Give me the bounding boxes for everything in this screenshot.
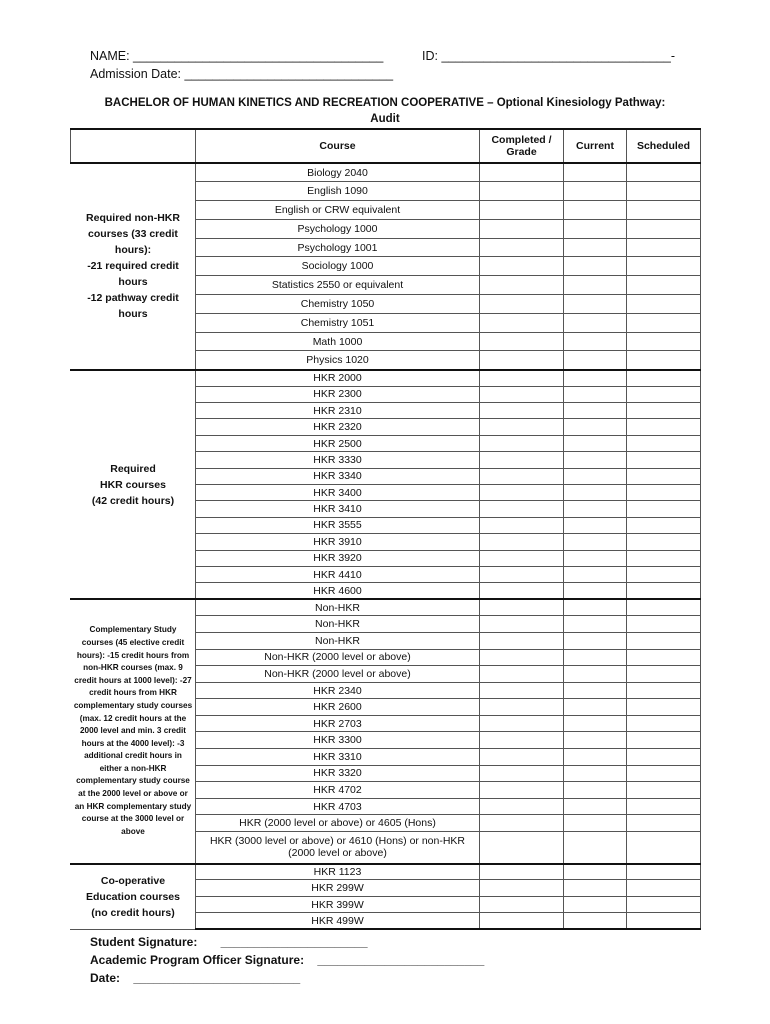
course-cell: Chemistry 1050 — [196, 295, 480, 314]
scheduled-cell[interactable] — [627, 351, 701, 370]
course-cell: Chemistry 1051 — [196, 313, 480, 332]
table-row — [71, 370, 701, 386]
current-cell[interactable] — [564, 798, 627, 815]
course-cell: Physics 1020 — [196, 351, 480, 370]
scheduled-cell[interactable] — [627, 182, 701, 201]
course-cell: HKR 4410 — [196, 566, 480, 582]
scheduled-cell[interactable] — [627, 201, 701, 220]
completed-cell[interactable] — [480, 313, 564, 332]
current-cell[interactable] — [564, 715, 627, 732]
scheduled-cell[interactable] — [627, 419, 701, 435]
scheduled-cell[interactable] — [627, 832, 701, 864]
scheduled-cell[interactable] — [627, 749, 701, 766]
student-signature-line[interactable]: Student Signature: ______________________ — [90, 935, 368, 949]
scheduled-cell[interactable] — [627, 468, 701, 484]
completed-cell[interactable] — [480, 550, 564, 566]
course-cell: Psychology 1001 — [196, 238, 480, 257]
scheduled-cell[interactable] — [627, 699, 701, 716]
scheduled-cell[interactable] — [627, 649, 701, 666]
scheduled-cell[interactable] — [627, 313, 701, 332]
completed-column-header: Completed / Grade — [480, 129, 564, 163]
current-cell[interactable] — [564, 583, 627, 599]
scheduled-cell[interactable] — [627, 666, 701, 683]
current-cell[interactable] — [564, 682, 627, 699]
course-cell: HKR 399W — [196, 896, 480, 912]
scheduled-cell[interactable] — [627, 534, 701, 550]
current-cell[interactable] — [564, 163, 627, 182]
course-cell: HKR 3400 — [196, 485, 480, 501]
name-field[interactable]: NAME: ____________________________________ — [90, 49, 384, 63]
course-cell: Statistics 2550 or equivalent — [196, 276, 480, 295]
completed-cell[interactable] — [480, 295, 564, 314]
course-cell: HKR 3320 — [196, 765, 480, 782]
current-cell[interactable] — [564, 599, 627, 616]
current-cell[interactable] — [564, 649, 627, 666]
scheduled-cell[interactable] — [627, 815, 701, 832]
current-cell[interactable] — [564, 534, 627, 550]
current-column-header: Current — [564, 129, 627, 163]
completed-cell[interactable] — [480, 896, 564, 912]
completed-cell[interactable] — [480, 666, 564, 683]
course-cell: Biology 2040 — [196, 163, 480, 182]
course-cell: HKR 1123 — [196, 864, 480, 880]
course-cell: Sociology 1000 — [196, 257, 480, 276]
completed-cell[interactable] — [480, 403, 564, 419]
completed-cell[interactable] — [480, 715, 564, 732]
course-cell: HKR 2000 — [196, 370, 480, 386]
completed-cell[interactable] — [480, 201, 564, 220]
current-cell[interactable] — [564, 201, 627, 220]
page-title: BACHELOR OF HUMAN KINETICS AND RECREATION COOPERATIVE – Optional Kinesiology Pathway: — [104, 97, 666, 109]
completed-cell[interactable] — [480, 798, 564, 815]
course-column-header: Course — [196, 129, 480, 163]
audit-table — [70, 128, 701, 930]
id-field[interactable]: ID: _________________________________- — [422, 49, 676, 63]
completed-cell[interactable] — [480, 485, 564, 501]
course-cell: HKR 2310 — [196, 403, 480, 419]
scheduled-cell[interactable] — [627, 616, 701, 633]
current-cell[interactable] — [564, 732, 627, 749]
course-cell: HKR 499W — [196, 913, 480, 929]
completed-cell[interactable] — [480, 749, 564, 766]
table-row — [71, 163, 701, 182]
completed-cell[interactable] — [480, 238, 564, 257]
course-cell: English or CRW equivalent — [196, 201, 480, 220]
completed-cell[interactable] — [480, 452, 564, 468]
scheduled-cell[interactable] — [627, 452, 701, 468]
course-cell: HKR 3330 — [196, 452, 480, 468]
scheduled-cell[interactable] — [627, 386, 701, 402]
course-cell: HKR 4702 — [196, 782, 480, 799]
section-label: Complementary Study courses (45 elective credit hours): -15 credit hours from non-HKR courses (max. 9 credit hours at 1000 level): -27 credit hours from HKR complementary study courses (max. 12 credit hours at the 2000 level and min. 3 credit hours at the 4000 level): -3 additional credit hours in either a non-HKR complementary study course at the 2000 level or above or an HKR complementary study course at the 3000 level or above — [71, 599, 196, 863]
current-cell[interactable] — [564, 632, 627, 649]
scheduled-cell[interactable] — [627, 501, 701, 517]
course-cell: Non-HKR (2000 level or above) — [196, 666, 480, 683]
section-label: Co-operative Education courses (no credit hours) — [71, 864, 196, 930]
scheduled-cell[interactable] — [627, 599, 701, 616]
section-label: Required HKR courses (42 credit hours) — [71, 370, 196, 599]
scheduled-cell[interactable] — [627, 295, 701, 314]
completed-cell[interactable] — [480, 765, 564, 782]
current-cell[interactable] — [564, 238, 627, 257]
scheduled-cell[interactable] — [627, 370, 701, 386]
completed-cell[interactable] — [480, 370, 564, 386]
current-cell[interactable] — [564, 880, 627, 896]
current-cell[interactable] — [564, 219, 627, 238]
course-cell: HKR 2600 — [196, 699, 480, 716]
scheduled-cell[interactable] — [627, 765, 701, 782]
completed-cell[interactable] — [480, 864, 564, 880]
course-cell: HKR 2500 — [196, 435, 480, 451]
scheduled-cell[interactable] — [627, 435, 701, 451]
current-cell[interactable] — [564, 452, 627, 468]
scheduled-cell[interactable] — [627, 219, 701, 238]
completed-cell[interactable] — [480, 599, 564, 616]
course-cell: HKR 4703 — [196, 798, 480, 815]
current-cell[interactable] — [564, 435, 627, 451]
current-cell[interactable] — [564, 403, 627, 419]
current-cell[interactable] — [564, 485, 627, 501]
scheduled-cell[interactable] — [627, 517, 701, 533]
scheduled-cell[interactable] — [627, 782, 701, 799]
scheduled-cell[interactable] — [627, 403, 701, 419]
course-cell: HKR 2340 — [196, 682, 480, 699]
course-cell: HKR 3310 — [196, 749, 480, 766]
table-row — [71, 599, 701, 616]
table-row — [71, 864, 701, 880]
scheduled-cell[interactable] — [627, 332, 701, 351]
course-cell: HKR 3300 — [196, 732, 480, 749]
course-cell: HKR 299W — [196, 880, 480, 896]
completed-cell[interactable] — [480, 583, 564, 599]
completed-cell[interactable] — [480, 435, 564, 451]
section-label: Required non-HKR courses (33 credit hours): -21 required credit hours -12 pathway credit hours — [71, 163, 196, 370]
course-cell: HKR 2320 — [196, 419, 480, 435]
current-cell[interactable] — [564, 370, 627, 386]
current-cell[interactable] — [564, 864, 627, 880]
scheduled-cell[interactable] — [627, 632, 701, 649]
current-cell[interactable] — [564, 782, 627, 799]
completed-cell[interactable] — [480, 880, 564, 896]
course-cell: English 1090 — [196, 182, 480, 201]
admission-date-field[interactable]: Admission Date: ______________________________ — [90, 67, 394, 81]
current-cell[interactable] — [564, 550, 627, 566]
scheduled-column-header: Scheduled — [627, 129, 701, 163]
category-header — [71, 129, 196, 163]
completed-cell[interactable] — [480, 649, 564, 666]
scheduled-cell[interactable] — [627, 896, 701, 912]
completed-cell[interactable] — [480, 501, 564, 517]
scheduled-cell[interactable] — [627, 163, 701, 182]
course-cell: HKR 2300 — [196, 386, 480, 402]
current-cell[interactable] — [564, 501, 627, 517]
page-title-line2: Audit — [370, 113, 400, 125]
completed-cell[interactable] — [480, 832, 564, 864]
current-cell[interactable] — [564, 276, 627, 295]
scheduled-cell[interactable] — [627, 715, 701, 732]
current-cell[interactable] — [564, 351, 627, 370]
course-cell: HKR 3920 — [196, 550, 480, 566]
current-cell[interactable] — [564, 765, 627, 782]
scheduled-cell[interactable] — [627, 257, 701, 276]
completed-cell[interactable] — [480, 616, 564, 633]
current-cell[interactable] — [564, 749, 627, 766]
current-cell[interactable] — [564, 468, 627, 484]
course-cell: Math 1000 — [196, 332, 480, 351]
current-cell[interactable] — [564, 616, 627, 633]
scheduled-cell[interactable] — [627, 566, 701, 582]
current-cell[interactable] — [564, 182, 627, 201]
completed-cell[interactable] — [480, 419, 564, 435]
current-cell[interactable] — [564, 313, 627, 332]
scheduled-cell[interactable] — [627, 913, 701, 929]
scheduled-cell[interactable] — [627, 238, 701, 257]
scheduled-cell[interactable] — [627, 682, 701, 699]
current-cell[interactable] — [564, 832, 627, 864]
audit-body — [71, 163, 701, 929]
completed-cell[interactable] — [480, 351, 564, 370]
course-cell: Non-HKR (2000 level or above) — [196, 649, 480, 666]
scheduled-cell[interactable] — [627, 276, 701, 295]
completed-cell[interactable] — [480, 163, 564, 182]
completed-cell[interactable] — [480, 566, 564, 582]
completed-cell[interactable] — [480, 386, 564, 402]
course-cell: HKR 4600 — [196, 583, 480, 599]
current-cell[interactable] — [564, 913, 627, 929]
course-cell: HKR 3340 — [196, 468, 480, 484]
completed-cell[interactable] — [480, 815, 564, 832]
scheduled-cell[interactable] — [627, 485, 701, 501]
completed-cell[interactable] — [480, 182, 564, 201]
completed-cell[interactable] — [480, 332, 564, 351]
scheduled-cell[interactable] — [627, 550, 701, 566]
scheduled-cell[interactable] — [627, 732, 701, 749]
course-cell: HKR 2703 — [196, 715, 480, 732]
current-cell[interactable] — [564, 419, 627, 435]
current-cell[interactable] — [564, 517, 627, 533]
scheduled-cell[interactable] — [627, 864, 701, 880]
scheduled-cell[interactable] — [627, 880, 701, 896]
course-cell: Psychology 1000 — [196, 219, 480, 238]
course-cell: Non-HKR — [196, 632, 480, 649]
completed-cell[interactable] — [480, 468, 564, 484]
course-cell: Non-HKR — [196, 616, 480, 633]
scheduled-cell[interactable] — [627, 798, 701, 815]
completed-cell[interactable] — [480, 534, 564, 550]
completed-cell[interactable] — [480, 782, 564, 799]
scheduled-cell[interactable] — [627, 583, 701, 599]
date-signature-line[interactable]: Date: _________________________ — [90, 971, 301, 985]
table-header-row — [71, 129, 701, 163]
current-cell[interactable] — [564, 699, 627, 716]
course-cell: HKR 3410 — [196, 501, 480, 517]
current-cell[interactable] — [564, 257, 627, 276]
course-cell: HKR 3555 — [196, 517, 480, 533]
officer-signature-line[interactable]: Academic Program Officer Signature: _________________________ — [90, 953, 485, 967]
current-cell[interactable] — [564, 566, 627, 582]
current-cell[interactable] — [564, 896, 627, 912]
completed-cell[interactable] — [480, 699, 564, 716]
course-cell: Non-HKR — [196, 599, 480, 616]
completed-cell[interactable] — [480, 517, 564, 533]
completed-cell[interactable] — [480, 219, 564, 238]
course-cell: HKR 3910 — [196, 534, 480, 550]
completed-cell[interactable] — [480, 913, 564, 929]
completed-cell[interactable] — [480, 732, 564, 749]
current-cell[interactable] — [564, 666, 627, 683]
current-cell[interactable] — [564, 332, 627, 351]
current-cell[interactable] — [564, 386, 627, 402]
completed-cell[interactable] — [480, 632, 564, 649]
completed-cell[interactable] — [480, 257, 564, 276]
completed-cell[interactable] — [480, 682, 564, 699]
course-cell: HKR (2000 level or above) or 4605 (Hons) — [196, 815, 480, 832]
course-cell: HKR (3000 level or above) or 4610 (Hons) or non-HKR (2000 level or above) — [196, 832, 480, 864]
current-cell[interactable] — [564, 295, 627, 314]
current-cell[interactable] — [564, 815, 627, 832]
completed-cell[interactable] — [480, 276, 564, 295]
